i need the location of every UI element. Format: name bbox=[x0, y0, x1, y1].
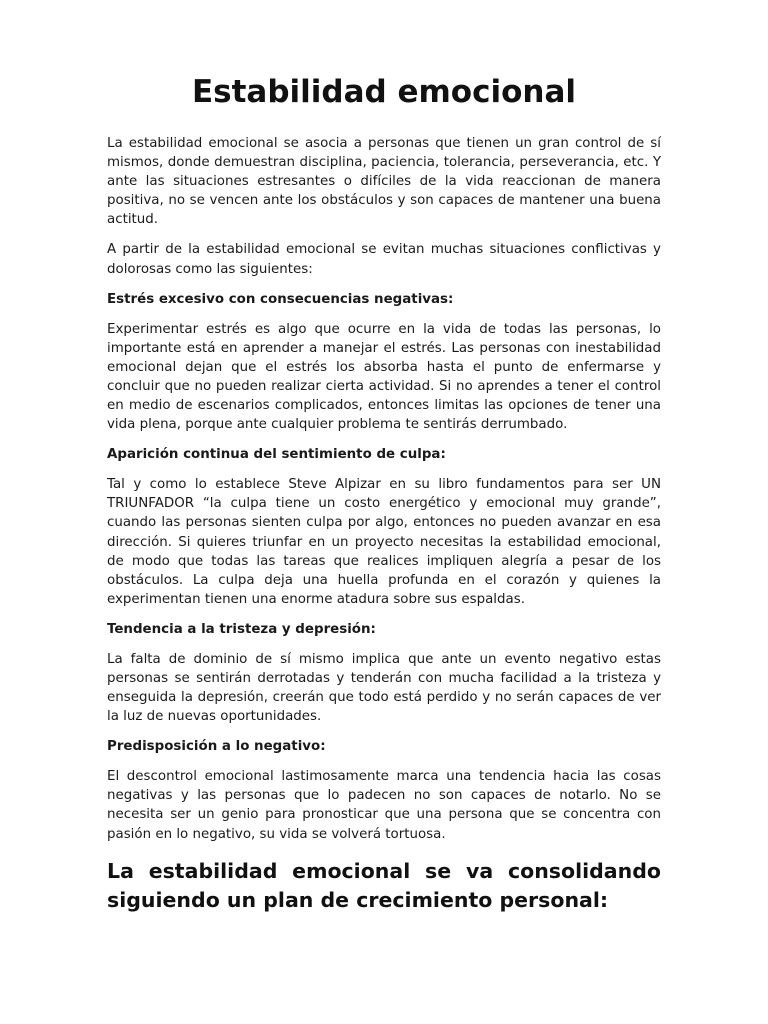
section-body: El descontrol emocional lastimosamente marca una tendencia hacia las cosas negativas y las personas que lo padecen no son capaces de notarlo. No se necesita ser un genio para pronosticar que una persona que se concentra con pasión en lo negativo, su vida se volverá tortuosa. bbox=[107, 769, 661, 842]
section-guilt bbox=[107, 445, 661, 609]
section-sadness bbox=[107, 620, 661, 726]
intro-paragraph-1: La estabilidad emocional se asocia a personas que tienen un gran control de sí mismos, donde demuestran disciplina, paciencia, tolerancia, perseverancia, etc. Y ante las situaciones estresantes o difíciles de la vida reaccionan de manera positiva, no se vencen ante los obstáculos y son capaces de mantener una buena actitud. bbox=[107, 136, 661, 228]
section-body: Experimentar estrés es algo que ocurre en la vida de todas las personas, lo importante está en aprender a manejar el estrés. Las personas con inestabilidad emocional dejan que el estrés los absorba hasta el punto de enfermarse y concluir que no pueden realizar cierta actividad. Si no aprendes a tener el control en medio de escenarios complicados, entonces limitas las opciones de tener una vida plena, porque ante cualquier problema te sentirás derrumbado. bbox=[107, 321, 661, 433]
section-heading: Predisposición a lo negativo: bbox=[107, 739, 326, 755]
document-title: Estabilidad emocional bbox=[191, 74, 577, 110]
closing-heading: La estabilidad emocional se va consolidando siguiendo un plan de crecimiento personal: bbox=[107, 858, 661, 912]
section-body: Tal y como lo establece Steve Alpizar en su libro fundamentos para ser UN TRIUNFADOR “la culpa tiene un costo energético y emocional muy grande”, cuando las personas sienten culpa por algo, entonces no pueden avanzar en esa dirección. Si quieres triunfar en un proyecto necesitas la estabilidad emocional, de modo que todas las tareas que realices impliquen alegría a pesar de los obstáculos. La culpa deja una huella profunda en el corazón y quienes la experimentan tienen una enorme atadura sobre sus espaldas. bbox=[107, 477, 661, 607]
section-stress bbox=[107, 290, 661, 435]
intro-paragraph-2: A partir de la estabilidad emocional se evitan muchas situaciones conflictivas y dolorosas como las siguientes: bbox=[107, 242, 661, 277]
section-heading: Aparición continua del sentimiento de culpa: bbox=[107, 447, 446, 463]
section-negativity bbox=[107, 737, 661, 843]
section-body: La falta de dominio de sí mismo implica que ante un evento negativo estas personas se sentirán derrotadas y tenderán con mucha facilidad a la tristeza y enseguida la depresión, creerán que todo está perdido y no serán capaces de ver la luz de nuevas oportunidades. bbox=[107, 651, 661, 725]
section-heading: Tendencia a la tristeza y depresión: bbox=[107, 621, 376, 637]
section-heading: Estrés excesivo con consecuencias negativas: bbox=[107, 291, 454, 307]
